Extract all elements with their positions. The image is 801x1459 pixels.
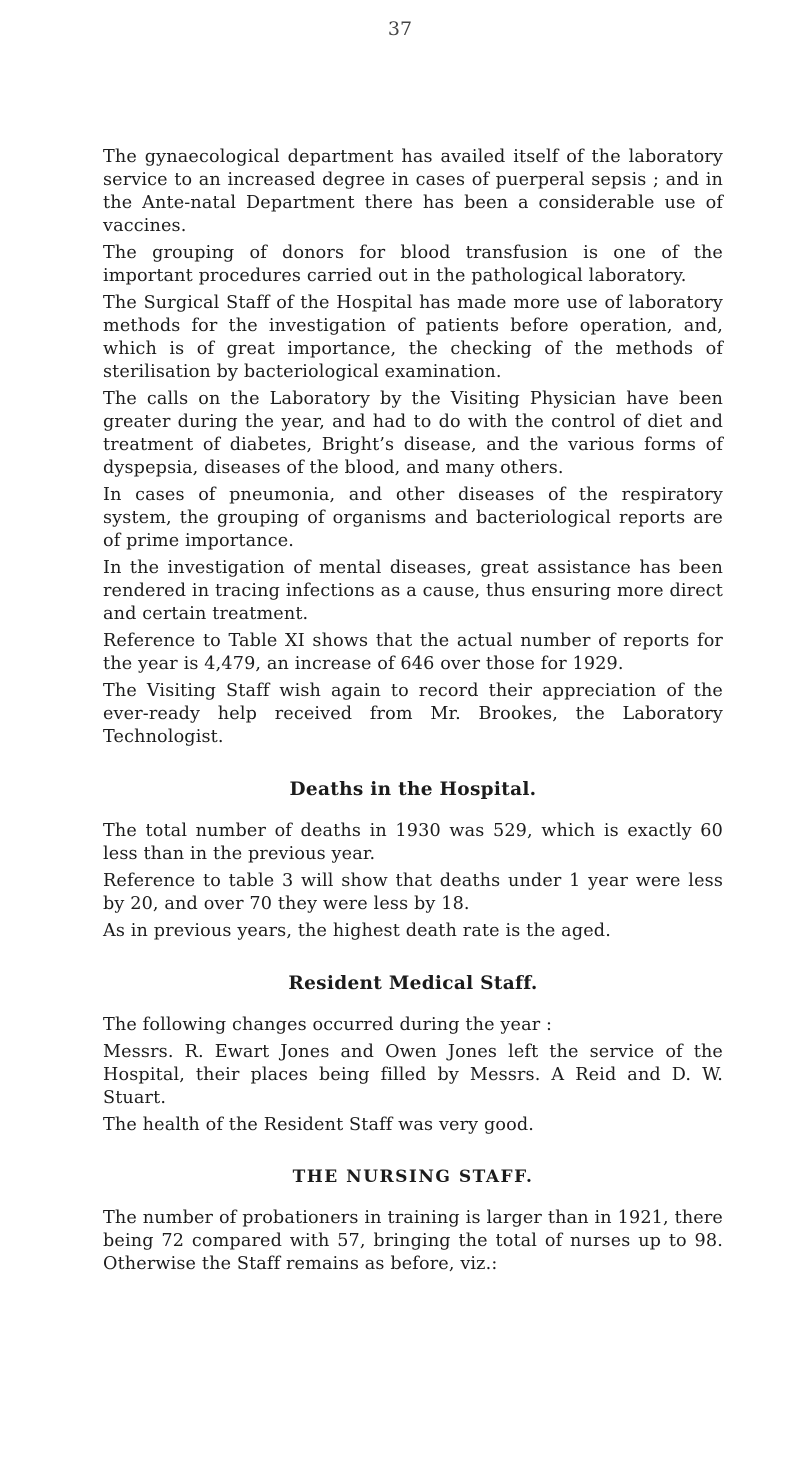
paragraph: The Visiting Staff wish again to record their appreciation of the ever-ready help received from Mr. Brookes, the Laboratory Technologist.	[103, 681, 723, 747]
page-body	[103, 146, 723, 1280]
section-heading-nursing: THE NURSING STAFF.	[292, 1167, 534, 1187]
paragraph: In the investigation of mental diseases, great assistance has been rendered in tracing infections as a cause, thus ensuring more direct and certain treatment.	[103, 558, 723, 624]
laboratory-section	[103, 146, 723, 749]
paragraph: The number of probationers in training is larger than in 1921, there being 72 compared with 57, bringing the total of nurses up to 98. Otherwise the Staff remains as before, viz.:	[103, 1208, 723, 1274]
paragraph: The gynaecological department has availed itself of the laboratory service to an increased degree in cases of puerperal sepsis ; and in the Ante-natal Department there has been a considerable use of vaccines.	[103, 147, 723, 236]
paragraph: The total number of deaths in 1930 was 529, which is exactly 60 less than in the previous year.	[103, 821, 723, 864]
paragraph: The calls on the Laboratory by the Visiting Physician have been greater during the year, and had to do with the control of diet and treatment of diabetes, Bright’s disease, and the various forms of dyspepsia, diseases of the blood, and many others.	[103, 389, 723, 478]
paragraph: The grouping of donors for blood transfusion is one of the important procedures carried out in the pathological laboratory.	[103, 243, 723, 286]
nursing-section	[103, 1167, 723, 1276]
section-heading-deaths: Deaths in the Hospital.	[289, 779, 537, 800]
page-number: 37	[387, 18, 413, 40]
paragraph: In cases of pneumonia, and other diseases of the respiratory system, the grouping of organisms and bacteriological reports are of prime importance.	[103, 485, 723, 551]
paragraph: Messrs. R. Ewart Jones and Owen Jones left the service of the Hospital, their places being filled by Messrs. A Reid and D. W. Stuart.	[103, 1042, 723, 1108]
paragraph: The following changes occurred during the year :	[103, 1015, 553, 1035]
paragraph: Reference to table 3 will show that deaths under 1 year were less by 20, and over 70 they were less by 18.	[103, 871, 723, 914]
paragraph: The health of the Resident Staff was very good.	[103, 1115, 535, 1135]
paragraph: Reference to Table XI shows that the actual number of reports for the year is 4,479, an increase of 646 over those for 1929.	[103, 631, 723, 674]
paragraph: The Surgical Staff of the Hospital has made more use of laboratory methods for the investigation of patients before operation, and, which is of great importance, the checking of the methods of sterilisation by bacteriological examination.	[103, 293, 723, 382]
resident-staff-section	[103, 973, 723, 1137]
deaths-section	[103, 779, 723, 943]
paragraph: As in previous years, the highest death rate is the aged.	[103, 921, 611, 941]
section-heading-resident-staff: Resident Medical Staff.	[288, 973, 538, 994]
